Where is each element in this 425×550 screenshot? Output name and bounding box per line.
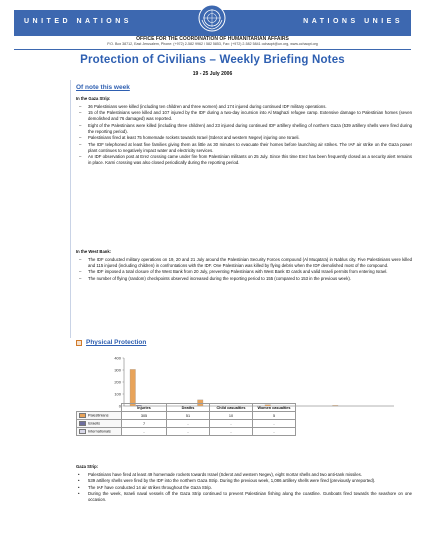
list-item: – The number of flying (random) checkpoints observed increased during the reporting period to 155 (compared to 153 in the previous week). — [76, 276, 412, 282]
column-header: Women casualties — [253, 404, 296, 412]
y-tick-label: 200 — [114, 379, 121, 385]
list-item: – 15 of the Palestinians were killed and 107 injured by the IDF during a two-day incursion into Al Maghazi refugee camp. Extensive damage to Palestinian homes (seven demolished and 76 damaged) was reported. — [76, 110, 412, 122]
table-cell: - — [210, 420, 253, 428]
un-english-label: UNITED NATIONS — [24, 18, 132, 25]
column-header: Child casualties — [210, 404, 253, 412]
table-corner — [77, 404, 122, 412]
table-cell: - — [253, 428, 296, 436]
list-item: • During the week, Israeli naval vessels off the Gaza Strip continued to prevent Palestinian fishing along the coastline. Gunboats fired towards the seashore on one occasion. — [76, 491, 412, 503]
list-item: • 539 artillery shells were fired by the IDF into the northern Gaza Strip. During the previous week, 1,086 artillery shells were fired (previously unreported). — [76, 478, 412, 484]
table-row — [77, 420, 296, 428]
list-item: – The IDF conducted military operations on 19, 20 and 21 July around the Palestinian Security Forces compound (Al Muqata'a) in Nablus city. Five Palestinians were killed and 115 injured (including children) in confrontations with the IDF. One Palestinian was killed by flying debris when the IDF demolished most of the compound. — [76, 257, 412, 269]
gaza-strip-label: Gaza Strip: — [76, 464, 99, 469]
row-label — [77, 420, 122, 428]
physical-gaza-list — [76, 472, 412, 504]
table-cell: - — [167, 420, 210, 428]
un-emblem-icon — [198, 4, 226, 32]
west-bank-list — [76, 257, 412, 282]
table-cell: 10 — [210, 412, 253, 420]
casualties-table — [76, 403, 296, 436]
table-cell: - — [122, 428, 167, 436]
gaza-label: In the Gaza Strip: — [76, 96, 111, 101]
y-tick-label: 100 — [114, 391, 121, 397]
table-cell: - — [253, 420, 296, 428]
list-item: – The IDF imposed a total closure of the West Bank from 20 July, preventing Palestinians with West Bank ID cards and valid Israeli permits from entering Israel. — [76, 269, 412, 275]
legend-swatch-icon — [79, 421, 86, 426]
row-label-text: Internationals — [88, 429, 111, 434]
legend-swatch-icon — [79, 429, 86, 434]
row-label-text: Israelis — [88, 421, 101, 426]
office-name: OFFICE FOR THE COORDINATION OF HUMANITARIAN AFFAIRS — [136, 36, 289, 42]
west-bank-label: In the West Bank: — [76, 249, 112, 254]
list-item: – 36 Palestinians were killed (including ten children and three women) and 174 injured during continued IDF military operations. — [76, 104, 412, 110]
list-item: – An IDF observation post at Erez crossing came under fire from Palestinian militants on 25 July. Since this time Erez has been frequently closed as a security alert remains in place. Karni crossing was also closed periodically during the reporting period. — [76, 154, 412, 166]
report-dates: 19 - 25 July 2006 — [192, 71, 233, 77]
y-tick-label: 0 — [118, 403, 121, 409]
office-address: P.O. Box 38712, East Jerusalem, Phone: (+972) 2-582 9962 / 582 5853, Fax: (+972) 2-582 5841 ochaopt@un.org, www.ochaopt.org — [107, 42, 318, 46]
row-label — [77, 428, 122, 436]
row-label-text: Palestinians — [88, 413, 109, 418]
table-header-row — [77, 404, 296, 412]
list-item: • Palestinians have fired at least 49 homemade rockets towards Israel (Sderot and western Negev), eight mortar shells and two anti-tank missiles. — [76, 472, 412, 478]
of-note-heading: Of note this week — [76, 84, 130, 91]
list-item: • The IAF have conducted 14 air strikes throughout the Gaza Strip. — [76, 485, 412, 491]
bar-palestinians-0 — [130, 369, 136, 406]
row-label — [77, 412, 122, 420]
table-cell: - — [167, 428, 210, 436]
un-french-label: NATIONS UNIES — [303, 18, 403, 25]
column-header: Deaths — [167, 404, 210, 412]
y-tick-label: 300 — [114, 367, 121, 373]
list-item: – Eight of the Palestinians were killed (including three children) and 23 injured during continued IDF artillery shelling of northern Gaza (539 artillery shells were fired during the reporting period). — [76, 123, 412, 135]
table-cell: - — [210, 428, 253, 436]
left-sidebar — [14, 80, 71, 338]
table-row — [77, 428, 296, 436]
table-cell: 7 — [122, 420, 167, 428]
section-marker-icon — [76, 340, 82, 346]
y-tick-label: 400 — [114, 355, 121, 361]
page-title: Protection of Civilians – Weekly Briefing Notes — [80, 54, 345, 66]
table-cell: 305 — [122, 412, 167, 420]
table-cell: 5 — [253, 412, 296, 420]
table-cell: 51 — [167, 412, 210, 420]
gaza-list — [76, 104, 412, 166]
bar-palestinians-3 — [333, 405, 339, 406]
header-divider — [14, 49, 411, 50]
table-row — [77, 412, 296, 420]
legend-swatch-icon — [79, 413, 86, 418]
list-item: – Palestinians fired at least 75 homemade rockets towards Israel (Sderot and western Negev) injuring one Israeli. — [76, 135, 412, 141]
physical-protection-heading: Physical Protection — [86, 339, 147, 346]
column-header: Injuries — [122, 404, 167, 412]
list-item: – The IDF telephoned at least five families giving them as little as 30 minutes to evacuate their homes before launching air strikes. The IAF air strike on the Gaza power plant continues to negatively impact water and electricity services. — [76, 142, 412, 154]
